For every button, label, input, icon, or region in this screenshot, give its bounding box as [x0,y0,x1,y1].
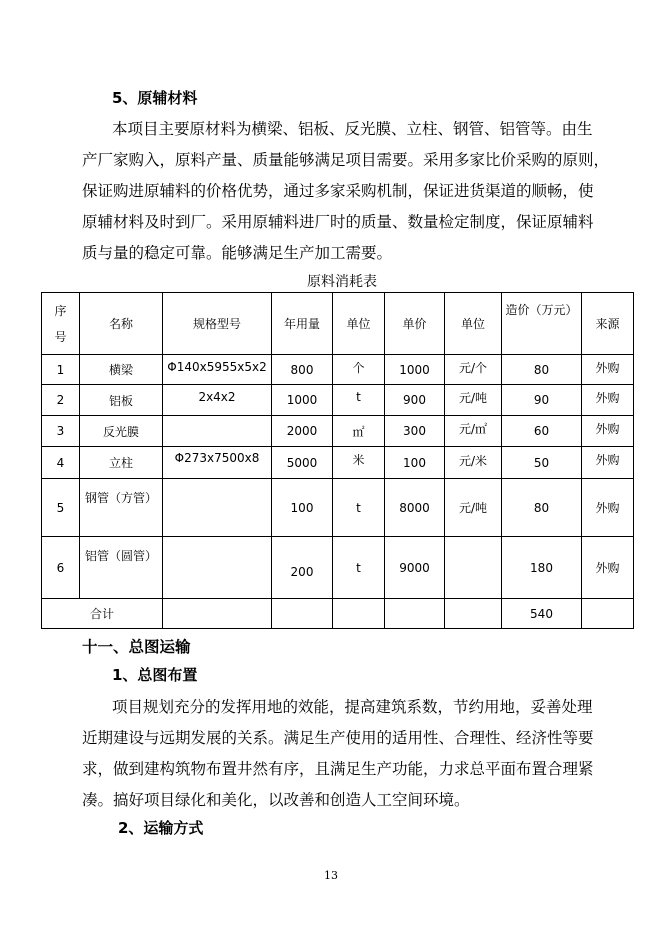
header-source: 来源 [582,293,634,355]
cell-name: 铝管（圆管） [80,537,163,599]
cell-annual: 100 [272,479,333,537]
paragraph-line: 项目规划充分的发挥用地的效能，提高建筑系数，节约用地，妥善处理 [112,698,593,716]
table-row [42,447,634,479]
cell-seq: 6 [42,537,80,599]
cell-price: 300 [385,416,445,447]
header-seq-line2: 号 [54,329,67,344]
cell-spec [163,479,272,537]
cell-cost: 180 [502,537,582,599]
subsection-heading: 2、运输方式 [118,819,204,837]
cell-price-unit: 元/米 [445,447,502,479]
table-row [42,537,634,599]
cell-source: 外购 [582,447,634,479]
paragraph-line: 保证购进原辅料的价格优势，通过多家采购机制，保证进货渠道的顺畅，使 [82,182,594,200]
table-row [42,385,634,416]
header-name: 名称 [80,293,163,355]
cell-cost: 80 [502,479,582,537]
cell-source: 外购 [582,479,634,537]
cell-name: 铝板 [80,385,163,416]
header-unit: 单位 [333,293,385,355]
cell-price: 100 [385,447,445,479]
cell-unit: t [333,537,385,599]
cell-unit: 个 [333,355,385,385]
cell-total-label: 合计 [42,599,163,629]
chapter-heading: 十一、总图运输 [82,638,191,656]
page-number: 13 [324,869,338,882]
table-caption: 原料消耗表 [307,274,377,290]
header-seq [42,293,80,355]
cell-spec: Φ273x7500x8 [163,447,272,479]
cell-price-unit: 元/个 [445,355,502,385]
cell-source: 外购 [582,416,634,447]
cell-annual: 1000 [272,385,333,416]
paragraph-line: 本项目主要原材料为横梁、铝板、反光膜、立柱、钢管、铝管等。由生 [112,120,593,138]
cell-cost: 80 [502,355,582,385]
cell-total-cost: 540 [502,599,582,629]
section-heading: 5、原辅材料 [112,89,198,107]
cell-annual: 5000 [272,447,333,479]
cell-annual: 800 [272,355,333,385]
cell-price: 9000 [385,537,445,599]
cell-spec [163,416,272,447]
cell-cost: 60 [502,416,582,447]
cell-spec: Φ140x5955x5x2 [163,355,272,385]
cell-unit: t [333,385,385,416]
cell-cost: 90 [502,385,582,416]
table-row [42,479,634,537]
cell-unit: 米 [333,447,385,479]
cell-source: 外购 [582,537,634,599]
cell-price: 8000 [385,479,445,537]
cell-name: 反光膜 [80,416,163,447]
paragraph-line: 质与量的稳定可靠。能够满足生产加工需要。 [82,244,393,262]
cell-price-unit: 元/吨 [445,385,502,416]
header-cost: 造价（万元） [502,293,582,355]
cell-seq: 1 [42,355,80,385]
cell-price-unit: 元/吨 [445,479,502,537]
table-header-row [42,293,634,355]
table-row [42,416,634,447]
cell-source: 外购 [582,355,634,385]
material-table [41,292,634,629]
cell-seq: 2 [42,385,80,416]
cell-name: 立柱 [80,447,163,479]
cell-unit: t [333,479,385,537]
cell-unit: ㎡ [333,416,385,447]
cell-seq: 5 [42,479,80,537]
header-seq-line1: 序 [54,303,67,318]
cell-price: 1000 [385,355,445,385]
cell-cost: 50 [502,447,582,479]
paragraph-line: 求，做到建构筑物布置井然有序，且满足生产功能，力求总平面布置合理紧 [82,760,594,778]
paragraph-line: 凑。搞好项目绿化和美化，以改善和创造人工空间环境。 [82,791,470,809]
paragraph-line: 产厂家购入，原料产量、质量能够满足项目需要。采用多家比价采购的原则， [82,151,610,169]
table-total-row [42,599,634,629]
cell-annual: 2000 [272,416,333,447]
subsection-heading: 1、总图布置 [112,666,198,684]
header-annual: 年用量 [272,293,333,355]
header-price-unit: 单位 [445,293,502,355]
cell-price: 900 [385,385,445,416]
cell-seq: 4 [42,447,80,479]
cell-price-unit: 元/㎡ [445,416,502,447]
cell-name: 横梁 [80,355,163,385]
cell-seq: 3 [42,416,80,447]
header-price: 单价 [385,293,445,355]
cell-spec: 2x4x2 [163,385,272,416]
paragraph-line: 原辅材料及时到厂。采用原辅料进厂时的质量、数量检定制度，保证原辅料 [82,213,594,231]
paragraph-line: 近期建设与远期发展的关系。满足生产使用的适用性、合理性、经济性等要 [82,729,594,747]
cell-spec [163,537,272,599]
cell-price-unit [445,537,502,599]
header-spec: 规格型号 [163,293,272,355]
cell-annual: 200 [272,537,333,599]
cell-name: 钢管（方管） [80,479,163,537]
table-row [42,355,634,385]
cell-source: 外购 [582,385,634,416]
